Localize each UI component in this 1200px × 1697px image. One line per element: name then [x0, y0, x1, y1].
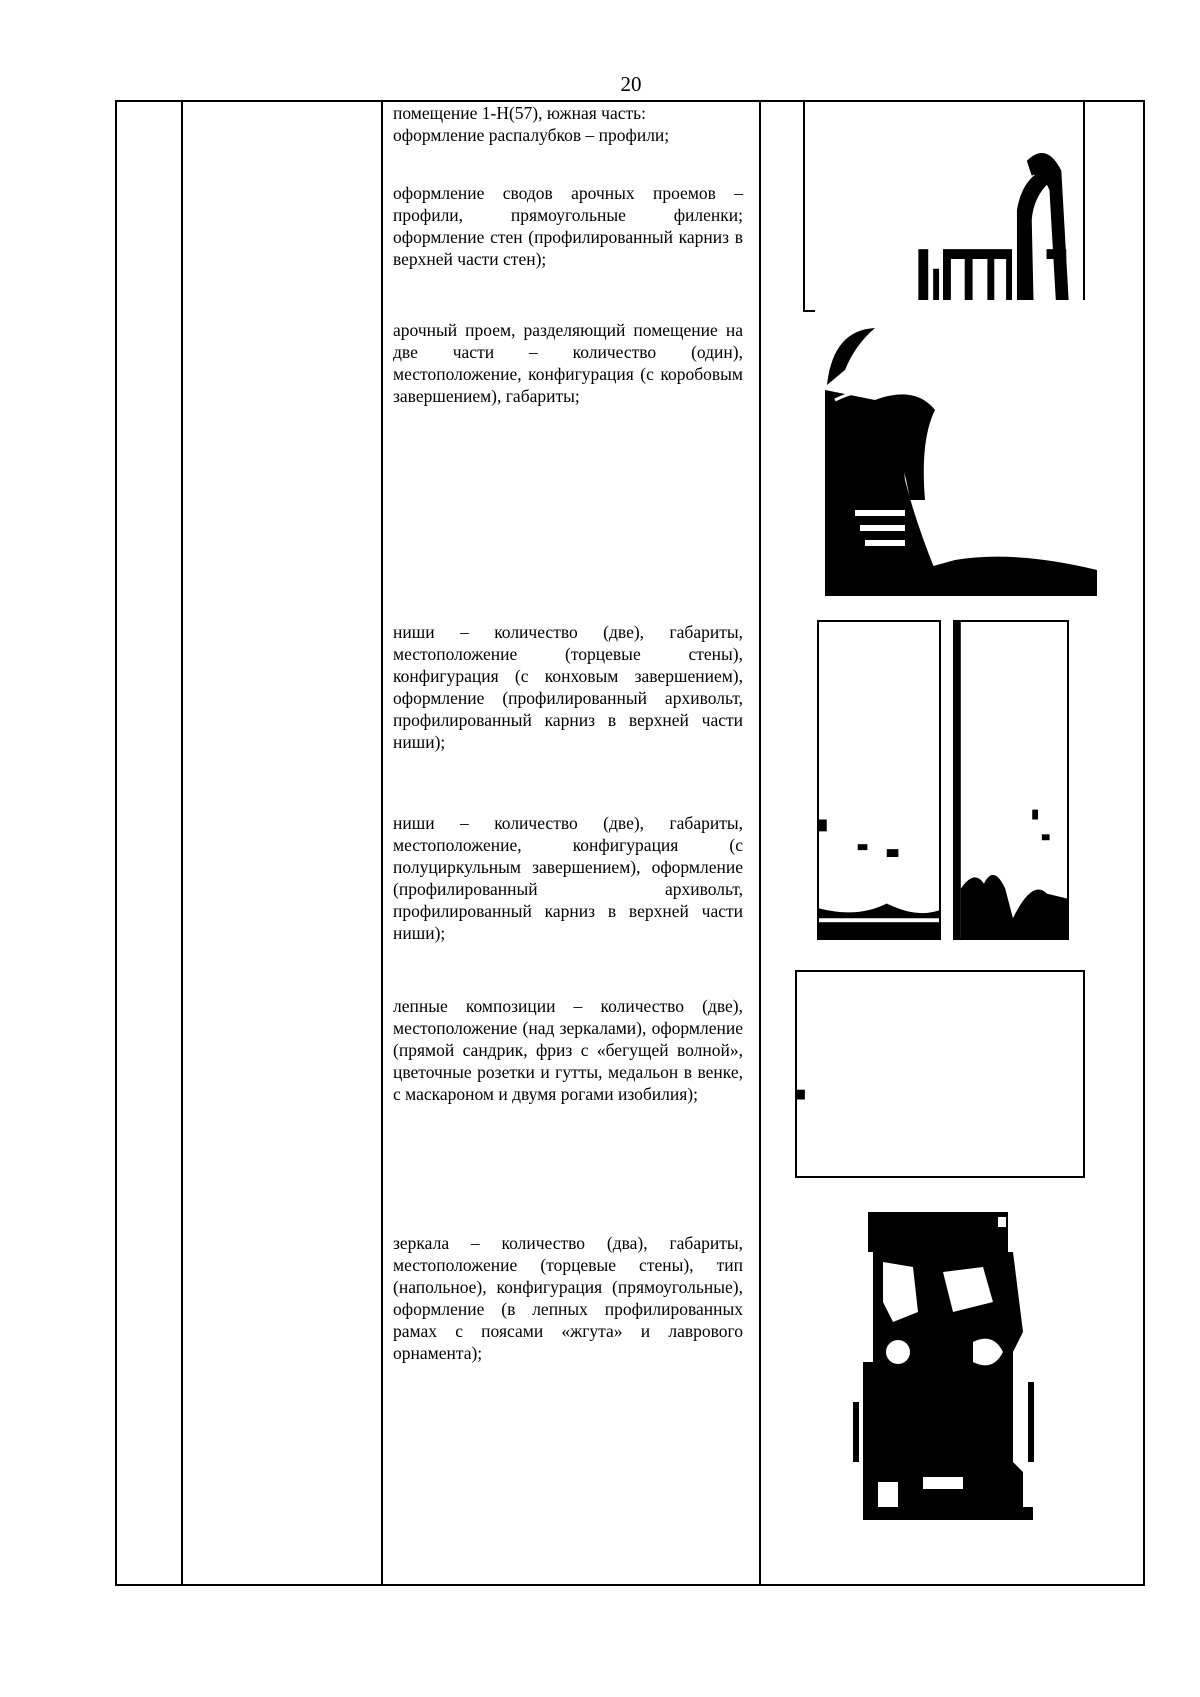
text-paragraph: ниши – количество (две), габариты, местоположение, конфигурация (с полуциркульным завершением), оформление (профилированный архивольт, профилированный карниз в верхней части ниши); [393, 813, 743, 943]
text-block-niches-semicircular [393, 812, 743, 944]
column-divider [381, 102, 383, 1584]
text-block-mirrors [393, 1232, 743, 1364]
photo-arched-opening [815, 300, 1097, 596]
page-number: 20 [620, 72, 642, 96]
photo-floor-mirror [833, 1212, 1047, 1520]
photo-stucco-composition [795, 970, 1085, 1178]
text-line: помещение 1-Н(57), южная часть: [393, 103, 646, 123]
text-paragraph: зеркала – количество (два), габариты, местоположение (торцевые стены), тип (напольное), конфигурация (прямоугольные), оформление (в лепных профилированных рамах с поясами «жгута» и лаврового орнамента); [393, 1233, 743, 1363]
photo-vault-profiles [803, 100, 1085, 312]
text-paragraph: арочный проем, разделяющий помещение на две части – количество (один), местоположение, конфигурация (с коробовым завершением), габариты; [393, 320, 743, 406]
text-line: оформление распалубков – профили; [393, 125, 670, 145]
text-paragraph: оформление сводов арочных проемов – профили, прямоугольные филенки; оформление стен (профилированный карниз в верхней части стен); [393, 183, 743, 269]
content-table [115, 100, 1145, 1586]
column-divider [759, 102, 761, 1584]
text-block-arch [393, 319, 743, 407]
text-block-room [393, 102, 743, 146]
text-paragraph: лепные композиции – количество (две), местоположение (над зеркалами), оформление (прямой сандрик, фриз с «бегущей волной», цветочные розетки и гутты, медальон в венке, с маскароном и двумя рогами изобилия); [393, 996, 743, 1104]
text-block-niches-conch [393, 621, 743, 753]
text-block-stucco [393, 995, 743, 1105]
photo-niche-left [817, 620, 941, 940]
text-paragraph: ниши – количество (две), габариты, местоположение (торцевые стены), конфигурация (с конховым завершением), оформление (профилированный архивольт, профилированный карниз в верхней части ниши); [393, 622, 743, 752]
photo-niche-right [953, 620, 1069, 940]
text-block-vaults [393, 182, 743, 270]
column-divider [181, 102, 183, 1584]
